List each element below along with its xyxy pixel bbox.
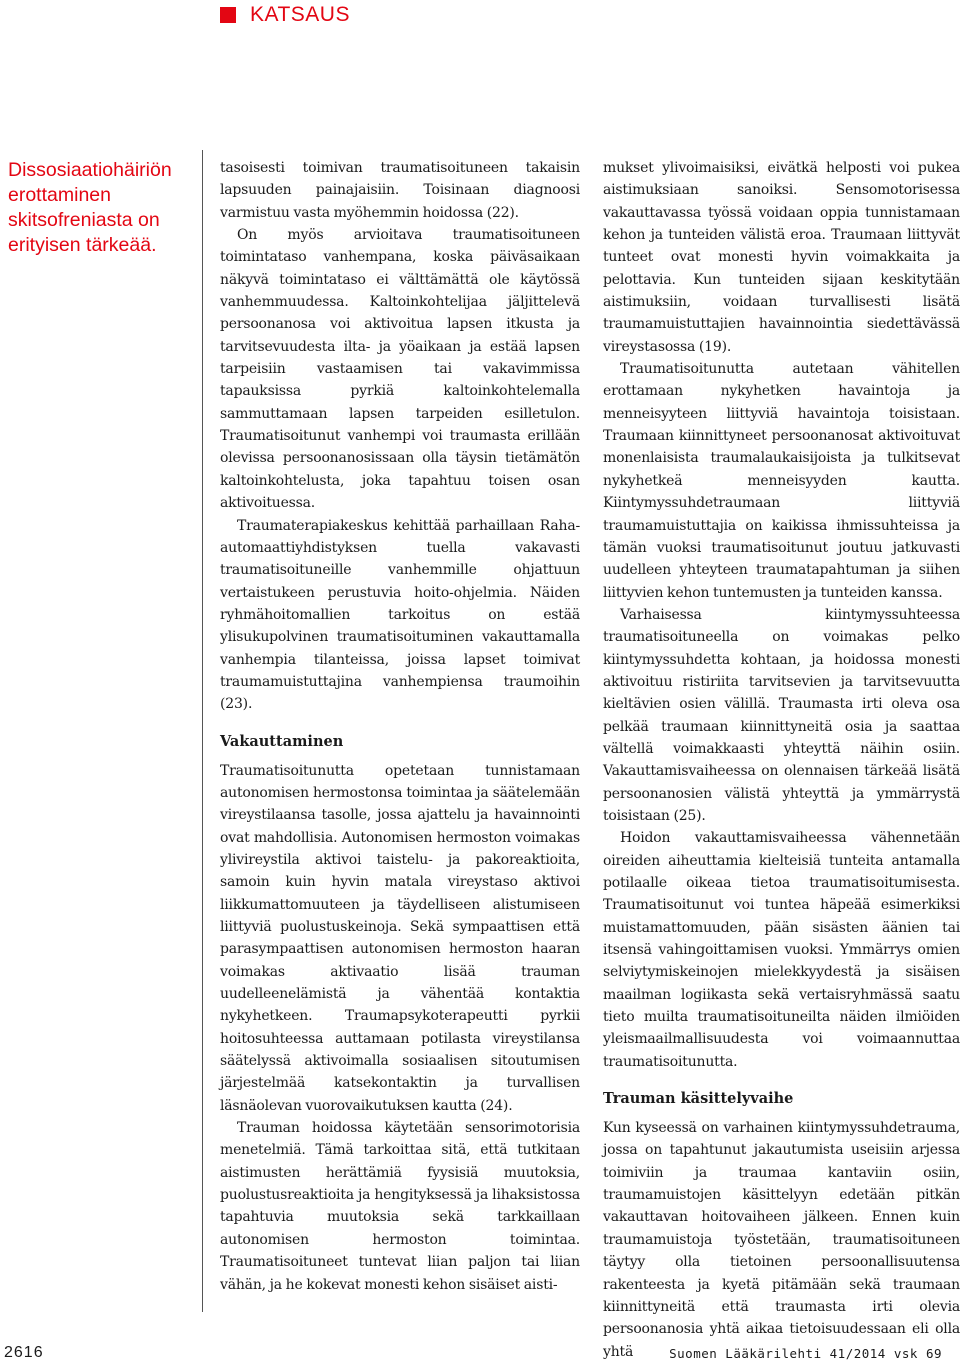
paragraph: Traumaterapiakeskus kehittää parhaillaan Raha-automaattiyhdistyksen tuella vakavasti traumatisoituneille vanhemmille ohjattuun vertaistukeen perustuvia hoito-ohjelmia. Näiden ryhmähoitomallien tarkoitus on estää ylisukupolvinen traumatisoituminen vakauttamalla vanhempia tilanteissa, joissa lapset toimivat traumamuistuttajina vanhempiensa traumoihin (23). xyxy=(220,517,580,713)
paragraph: mukset ylivoimaisiksi, eivätkä helposti voi pukea aistimuksiaan sanoiksi. Sensomotorisessa vakauttavassa työssä voidaan oppia tunnistamaan kehon ja tunteiden välistä eroa. Traumaan liittyvät tunteet ovat monesti hyvin voimakkaita ja pelottavia. Kun tunteiden sijaan keskitytään aistimuksiin, voidaan turvallisesti lisätä traumamuistuttajien havainnointia siedettävässä vireystasossa (19). xyxy=(603,160,960,355)
paragraph: Traumatisoitunutta autetaan vähitellen erottamaan nykyhetken havaintoja ja menneisyyteen liittyviä havaintoja toisistaan. Traumaan kiinnittyneet persoonanosat aktivoituvat monenlaisista traumalaukaisijoista ja tulkitsevat nykyhetkeä menneisyyden kautta. Kiintymyssuhdetraumaan liittyviä traumamuistuttajia on kaikissa ihmissuhteissa ja tämän vuoksi traumatisoitunut joutuu jatkuvasti uudelleen yhteyteen traumatapahtuman ja siihen liittyvien kehon tuntemusten ja tunteiden kanssa. xyxy=(603,361,960,601)
paragraph: On myös arvioitava traumatisoituneen toimintataso vanhempana, koska päiväsaikaan näkyvä toimintataso ei välttämättä ole käytössä vanhemmuudessa. Kaltoinkohtelijaa jäljittelevä persoonanosa voi aktivoitua lapsen itkusta ja tarvitsevuudesta ilta- ja yöaikaan ja estää lapsen tarpeisiin vastaamisen tai vakavimmissa tapauksissa pyrkiä kaltoinkohtelemalla sammuttamaan lapsen tarpeiden esilletulon. Traumatisoitunut vanhempi voi traumasta erillään olevissa persoonanosissaan olla täysin tietämätön kaltoinkohtelusta, joka tapahtuu toisen osan aktivoituessa. xyxy=(220,227,580,512)
section-tag xyxy=(220,2,350,28)
pull-quote-line: erityisen tärkeää. xyxy=(8,234,157,256)
paragraph: Varhaisessa kiintymyssuhteessa traumatisoituneella on voimakas pelko kiintymyssuhdetta kohtaan, ja hoidossa monesti aktivoituu ristiriita tarvitsevien ja tarvitsevuutta kieltävien osien välillä. Traumasta irti oleva osa pelkää traumaan kiinnittyneitä osia ja saattaa vältellä voimakkaasti yhteyttä näihin osiin. Vakauttamisvaiheessa on olennaisen tärkeää lisätä persoonanosien välistä yhteyttä ja ymmärrystä toisistaan (25). xyxy=(603,606,960,824)
pull-quote-line: Dissosiaatiohäiriön xyxy=(8,159,172,181)
section-heading: Vakauttaminen xyxy=(220,732,344,750)
column-divider xyxy=(202,150,203,1312)
section-label: KATSAUS xyxy=(250,3,350,26)
paragraph: Traumatisoitunutta opetetaan tunnistamaan autonomisen hermostonsa toimintaa ja säätelemään vireystilaansa tasolle, jossa ajattelu ja havainnointi ovat mahdollisia. Autonomisen hermoston voimakas ylivireystila aktivoi taistelu- ja pakoreaktioita, samoin kuin hyvin matala vireystaso aktivoi liikkumattomuuteen ja täydelliseen alistumiseen liittyviä puolustuskeinoja. Sekä sympaattisen että parasympaattisen autonomisen hermoston haaran voimakas aktivaatio lisää trauman uudelleenelämistä ja vähentää kontaktia nykyhetkeen. Traumapsykoterapeutti pyrkii hoitosuhteessa auttamaan potilasta vireystilansa säätelyssä aktivoimalla sosiaalisen sitoutumisen järjestelmää katsekontaktin ja turvallisen läsnäolevan vuorovaikutuksen kautta (24). xyxy=(220,762,580,1114)
paragraph: Kun kyseessä on varhainen kiintymyssuhdetrauma, jossa on tapahtunut jakautumista useisiin arjessa toimiviin ja traumaa kantaviin osiin, traumamuistojen käsittelyyn edetään pitkän vakauttavan hoitovaiheen jälkeen. Ennen kuin traumamuistoja työstetään, traumatisoituneen täytyy olla tietoinen persoonallisuutensa rakenteesta ja kyetä pitämään sekä traumaan kiinnittyneitä että traumasta irti olevia persoonanosia yhtä aikaa tietoisuudessaan eli olla yhtä xyxy=(603,1120,960,1360)
pull-quote-line: erottaminen xyxy=(8,184,111,206)
article-column-left xyxy=(220,157,580,1296)
section-heading: Trauman käsittelyvaihe xyxy=(603,1090,794,1108)
paragraph: tasoisesti toimivan traumatisoituneen takaisin lapsuuden painajaisiin. Toisinaan diagnoosi varmistuu vasta myöhemmin hoidossa (22). xyxy=(220,160,580,221)
article-column-right xyxy=(603,157,960,1363)
paragraph: Trauman hoidossa käytetään sensorimotorisia menetelmiä. Tämä tarkoittaa sitä, että tutkitaan aistimusten herättämiä fyysisiä muutoksia, puolustusreaktioita ja hengityksessä ja lihaksistossa tapahtuvia muutoksia sekä tarkkaillaan autonomisen hermoston toimintaa. Traumatisoituneet tuntevat liian paljon tai liian vähän, ja he kokevat monesti kehon sisäiset aisti- xyxy=(220,1120,580,1293)
page-number: 2616 xyxy=(4,1344,44,1361)
red-square-icon xyxy=(220,7,236,23)
pull-quote xyxy=(8,158,198,258)
journal-info: Suomen Lääkärilehti 41/2014 vsk 69 xyxy=(669,1346,942,1361)
paragraph: Hoidon vakauttamisvaiheessa vähennetään oireiden aiheuttamia kielteisiä tunteita antamalla potilaalle oikeaa tietoa traumatisoitumisesta. Traumatisoitunut voi tuntea häpeää esimerkiksi muistamattomuuden, pään sisästen äänien tai itsensä vahingoittamisen vuoksi. Ymmärrys omien selviytymiskeinojen mielekkyydestä ja sisäisen maailman logiikasta sekä vertaisryhmässä saatu tieto muilta traumatisoituneilta näiden ilmiöiden yleismaailmallisuudesta voi voimaannuttaa traumatisoitunutta. xyxy=(603,830,960,1070)
pull-quote-line: skitsofreniasta on xyxy=(8,209,160,231)
